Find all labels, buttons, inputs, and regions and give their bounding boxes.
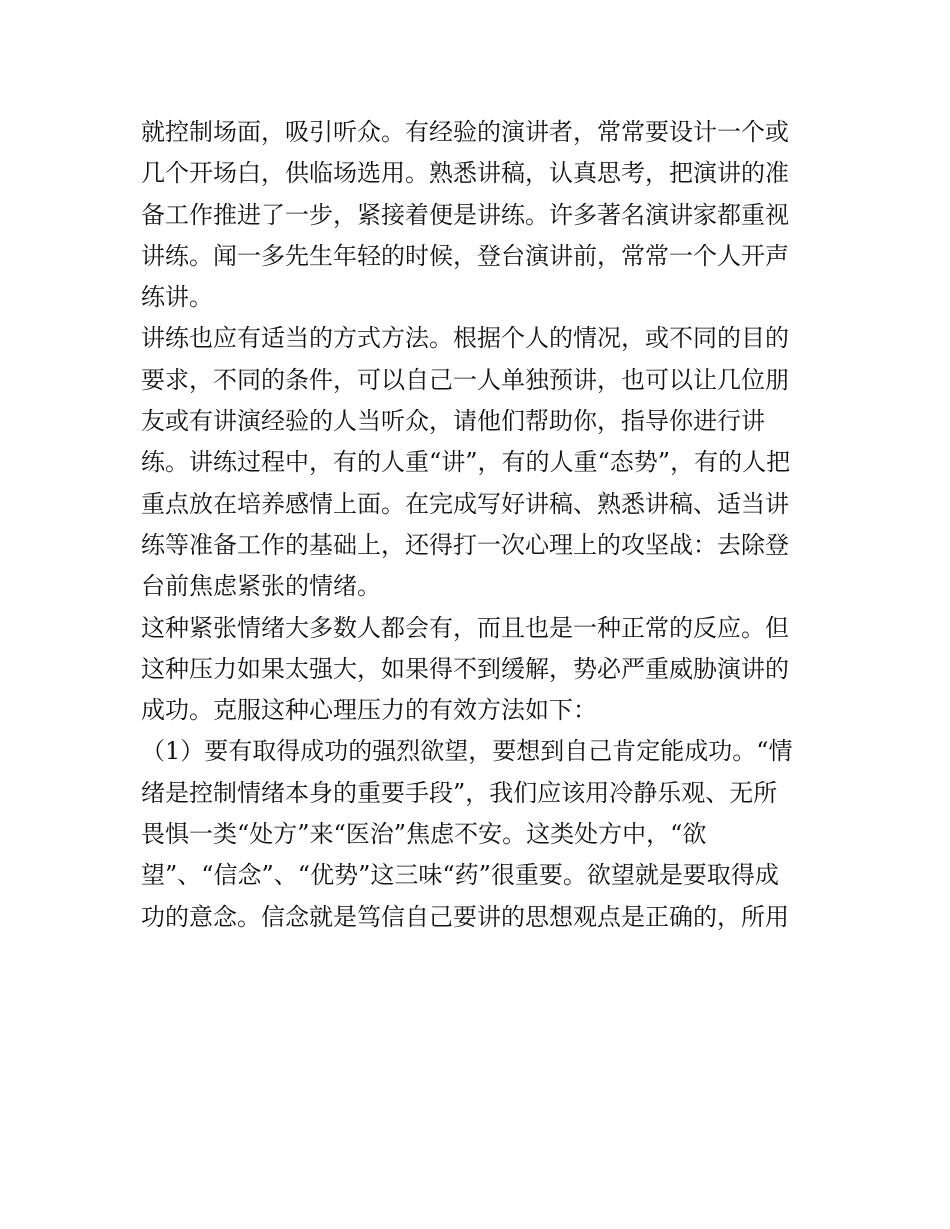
text-line: 讲练也应有适当的方式方法。根据个人的情况，或不同的目的	[141, 324, 789, 353]
text-line: 绪是控制情绪本身的重要手段”，我们应该用冷静乐观、无所	[141, 778, 778, 807]
text-line: 这种紧张情绪大多数人都会有，而且也是一种正常的反应。但	[141, 613, 789, 642]
text-line: 功的意念。信念就是笃信自己要讲的思想观点是正确的，所用	[141, 902, 789, 931]
text-line: 讲练。闻一多先生年轻的时候，登台演讲前，常常一个人开声	[141, 241, 789, 270]
text-line: 畏惧一类“处方”来“医治”焦虑不安。这类处方中，“欲	[141, 820, 707, 849]
text-line: 几个开场白，供临场选用。熟悉讲稿，认真思考，把演讲的准	[141, 159, 789, 188]
text-line: 友或有讲演经验的人当听众，请他们帮助你，指导你进行讲	[141, 407, 765, 436]
text-line: 就控制场面，吸引听众。有经验的演讲者，常常要设计一个或	[141, 118, 789, 146]
text-line: （1）要有取得成功的强烈欲望，要想到自己肯定能成功。“情	[141, 737, 793, 766]
text-line: 望”、“信念”、“优势”这三味“药”很重要。欲望就是要取得成	[141, 861, 779, 890]
text-line: 练。讲练过程中，有的人重“讲”，有的人重“态势”，有的人把	[141, 448, 791, 477]
body-text	[141, 112, 821, 938]
text-line: 备工作推进了一步，紧接着便是讲练。许多著名演讲家都重视	[141, 200, 789, 229]
text-line: 重点放在培养感情上面。在完成写好讲稿、熟悉讲稿、适当讲	[141, 489, 789, 518]
text-line: 要求，不同的条件，可以自己一人单独预讲，也可以让几位朋	[141, 365, 789, 394]
text-line: 练等准备工作的基础上，还得打一次心理上的攻坚战：去除登	[141, 530, 789, 559]
text-line: 成功。克服这种心理压力的有效方法如下：	[141, 696, 597, 725]
text-line: 台前焦虑紧张的情绪。	[141, 572, 381, 601]
text-line: 练讲。	[141, 283, 213, 312]
text-line: 这种压力如果太强大，如果得不到缓解，势必严重威胁演讲的	[141, 654, 789, 683]
